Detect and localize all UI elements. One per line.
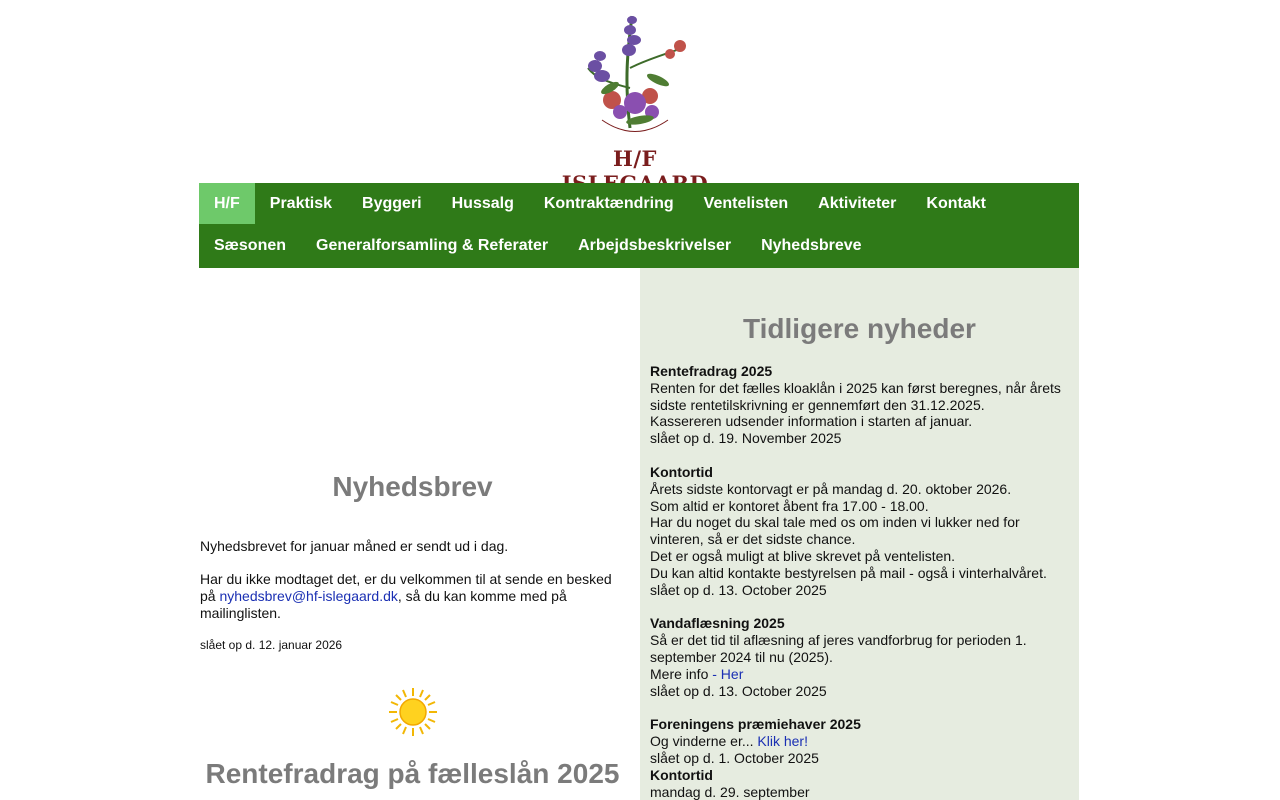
news-item (650, 363, 1070, 447)
news-posted-date: slået op d. 1. October 2025 (650, 749, 819, 766)
nav-item-generalforsamling-referater[interactable]: Generalforsamling & Referater (316, 237, 549, 254)
nav-item-byggeri[interactable]: Byggeri (362, 194, 422, 212)
news-item (650, 767, 1070, 800)
sun-icon (388, 687, 438, 737)
nav-item-praktisk[interactable]: Praktisk (269, 194, 333, 212)
news-line: Det er også muligt at blive skrevet på ventelisten. (650, 547, 956, 564)
news-line: Årets sidste kontorvagt er på mandag d. 20. oktober 2026. (650, 480, 1012, 497)
news-line: Så er det tid til aflæsning af jeres vandforbrug for perioden 1. september 2024 til nu (2025). (650, 632, 1027, 665)
news-item (650, 615, 1070, 699)
news-line: Du kan altid kontakte bestyrelsen på mail - også i vinterhalvåret. (650, 564, 1047, 581)
news-heading: Rentefradrag 2025 (650, 363, 773, 379)
nav-item-h-f[interactable]: H/F (199, 183, 255, 224)
newsletter-posted-date: slået op d. 12. januar 2026 (200, 638, 343, 652)
newsletter-paragraph-1: Nyhedsbrevet for januar måned er sendt ud i dag. (200, 538, 509, 554)
news-line-prefix: Og vinderne er... (650, 733, 758, 750)
nav-item-arbejdsbeskrivelser[interactable]: Arbejdsbeskrivelser (578, 237, 732, 254)
news-posted-date: slået op d. 13. October 2025 (650, 682, 827, 699)
main-navigation (199, 183, 1079, 268)
site-header (0, 0, 1280, 183)
nav-item-ventelisten[interactable]: Ventelisten (703, 194, 789, 212)
sidebar-title: Tidligere nyheder (743, 313, 976, 344)
newsletter-email-link[interactable]: nyhedsbrev@hf-islegaard.dk (219, 588, 398, 604)
rente-title: Rentefradrag på fælleslån 2025 (205, 758, 620, 789)
nav-item-aktiviteter[interactable]: Aktiviteter (818, 194, 897, 212)
nav-item-kontakt[interactable]: Kontakt (926, 194, 986, 212)
news-item (650, 464, 1070, 598)
nav-row-primary (199, 183, 1079, 224)
newsletter-text-before: Har du ikke modtaget det, er du velkommen til at sende en besked på (200, 571, 612, 604)
nav-item-sæsonen[interactable]: Sæsonen (214, 237, 287, 254)
newsletter-title: Nyhedsbrev (332, 471, 493, 502)
news-heading: Kontortid (650, 463, 713, 480)
news-more-link[interactable]: - Her (712, 665, 744, 682)
newsletter-paragraph-2 (200, 571, 620, 622)
nav-item-kontraktændring[interactable]: Kontraktændring (543, 194, 674, 212)
main-content (199, 268, 640, 800)
news-posted-date: slået op d. 19. November 2025 (650, 430, 842, 447)
news-line: Som altid er kontoret åbent fra 17.00 - 18.00. (650, 497, 929, 514)
sidebar-previous-news (640, 268, 1079, 800)
brand-name: H/F (613, 146, 657, 171)
flower-bouquet-icon (540, 8, 730, 148)
news-item (650, 716, 1070, 766)
news-more-prefix: Mere info (650, 665, 713, 682)
news-click-here-link[interactable]: Klik her! (757, 733, 808, 750)
nav-row-secondary (199, 224, 1079, 268)
news-heading: Vandaflæsning 2025 (650, 615, 785, 632)
newsletter-text-after: , så du kan komme med på mailinglisten. (200, 588, 567, 621)
news-posted-date: slået op d. 13. October 2025 (650, 581, 827, 598)
news-line: Renten for det fælles kloaklån i 2025 kan først beregnes, når årets sidste rentetilskrivning er gennemført den 31.12.2025. (650, 379, 1061, 413)
news-heading: Kontortid (650, 766, 713, 783)
news-line: Kassereren udsender information i starten af januar. (650, 413, 973, 430)
news-line: mandag d. 29. september (650, 783, 810, 800)
news-line: Har du noget du skal tale med os om inden vi lukker ned for vinteren, så er det sidste chance. (650, 514, 1020, 548)
news-heading: Foreningens præmiehaver 2025 (650, 716, 861, 733)
nav-item-hussalg[interactable]: Hussalg (451, 194, 514, 212)
nav-item-nyhedsbreve[interactable]: Nyhedsbreve (761, 237, 862, 254)
site-logo[interactable] (540, 8, 730, 174)
news-list (650, 363, 1070, 800)
